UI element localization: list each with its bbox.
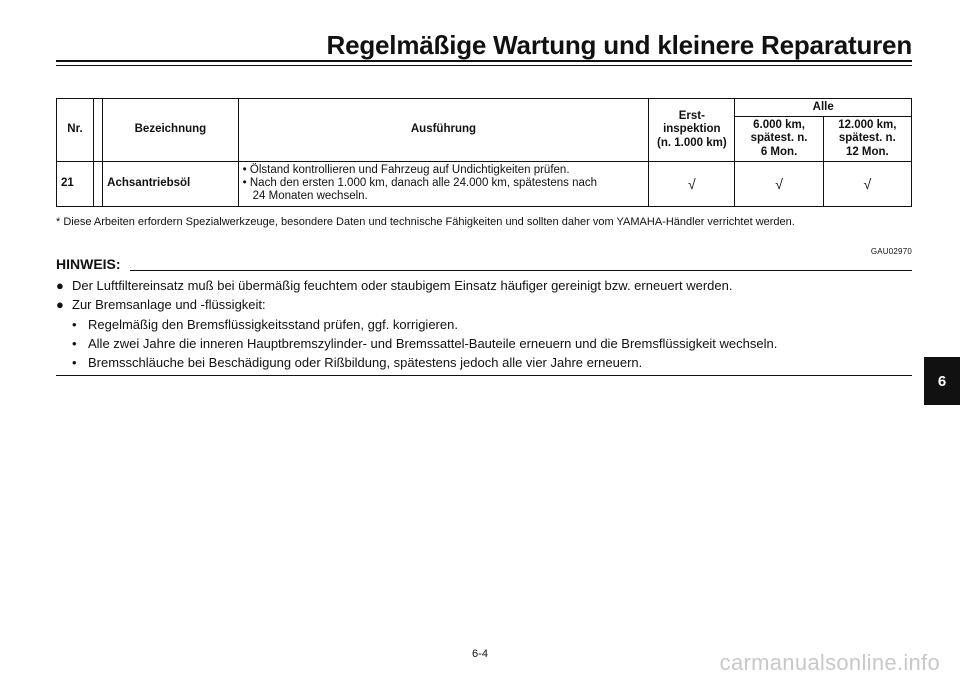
note-subitem: • Regelmäßig den Bremsflüssigkeitsstand prüfen, ggf. korrigieren.	[72, 317, 458, 332]
row-bezeichnung: Achsantriebsöl	[103, 161, 238, 206]
check-mark-erst: √	[649, 161, 735, 206]
header-alle-12000: 12.000 km, spätest. n. 12 Mon.	[823, 117, 911, 162]
page-title: Regelmäßige Wartung und kleinere Reparaturen	[326, 30, 912, 60]
bullet-icon: ●	[56, 297, 64, 312]
footnote: * Diese Arbeiten erfordern Spezialwerkzeuge, besondere Daten und technische Fähigkeiten und sollten daher vom YAMAHA-Händler verrichtet werden.	[56, 216, 795, 228]
row-nr: 21	[57, 161, 94, 206]
header-nr: Nr.	[57, 99, 94, 162]
page-number: 6-4	[472, 648, 488, 660]
header-alle-6000: 6.000 km, spätest. n. 6 Mon.	[735, 117, 823, 162]
header-spacer	[93, 99, 102, 162]
check-mark-6000: √	[735, 161, 823, 206]
hinweis-label: HINWEIS:	[56, 256, 121, 272]
document-id: GAU02970	[870, 247, 912, 256]
maintenance-table	[56, 98, 912, 207]
watermark: carmanualsonline.info	[719, 650, 940, 675]
bullet-icon: •	[72, 355, 77, 370]
header-ausfuehrung: Ausführung	[238, 99, 649, 162]
section-tab: 6	[924, 357, 960, 405]
note-subitem: • Bremsschläuche bei Beschädigung oder Rißbildung, spätestens jedoch alle vier Jahre erneuern.	[72, 355, 643, 370]
note-subitem: • Alle zwei Jahre die inneren Hauptbremszylinder- und Bremssattel-Bauteile erneuern und die Bremsflüssigkeit wechseln.	[72, 336, 778, 351]
row-ausfuehrung: • Ölstand kontrollieren und Fahrzeug auf Undichtigkeiten prüfen. • Nach den ersten 1.000 km, danach alle 24.000 km, spätestens nach 24 Monaten wechseln.	[238, 161, 649, 206]
header-erstinspektion: Erst- inspektion (n. 1.000 km)	[649, 99, 735, 162]
section-end-rule	[56, 375, 912, 376]
header-bezeichnung: Bezeichnung	[103, 99, 238, 162]
bullet-icon: •	[72, 336, 77, 351]
note-item: ● Zur Bremsanlage und -flüssigkeit:	[56, 297, 266, 312]
bullet-icon: •	[72, 317, 77, 332]
row-spacer	[93, 161, 102, 206]
header-alle: Alle	[735, 99, 912, 117]
header-rule	[56, 60, 912, 62]
check-mark-12000: √	[823, 161, 911, 206]
table-row	[57, 161, 912, 206]
note-item: ● Der Luftfiltereinsatz muß bei übermäßig feuchtem oder staubigem Einsatz häufiger gereinigt bzw. erneuert werden.	[56, 278, 733, 293]
header-rule-thin	[56, 65, 912, 66]
hinweis-rule	[130, 270, 912, 271]
bullet-icon: ●	[56, 278, 64, 293]
